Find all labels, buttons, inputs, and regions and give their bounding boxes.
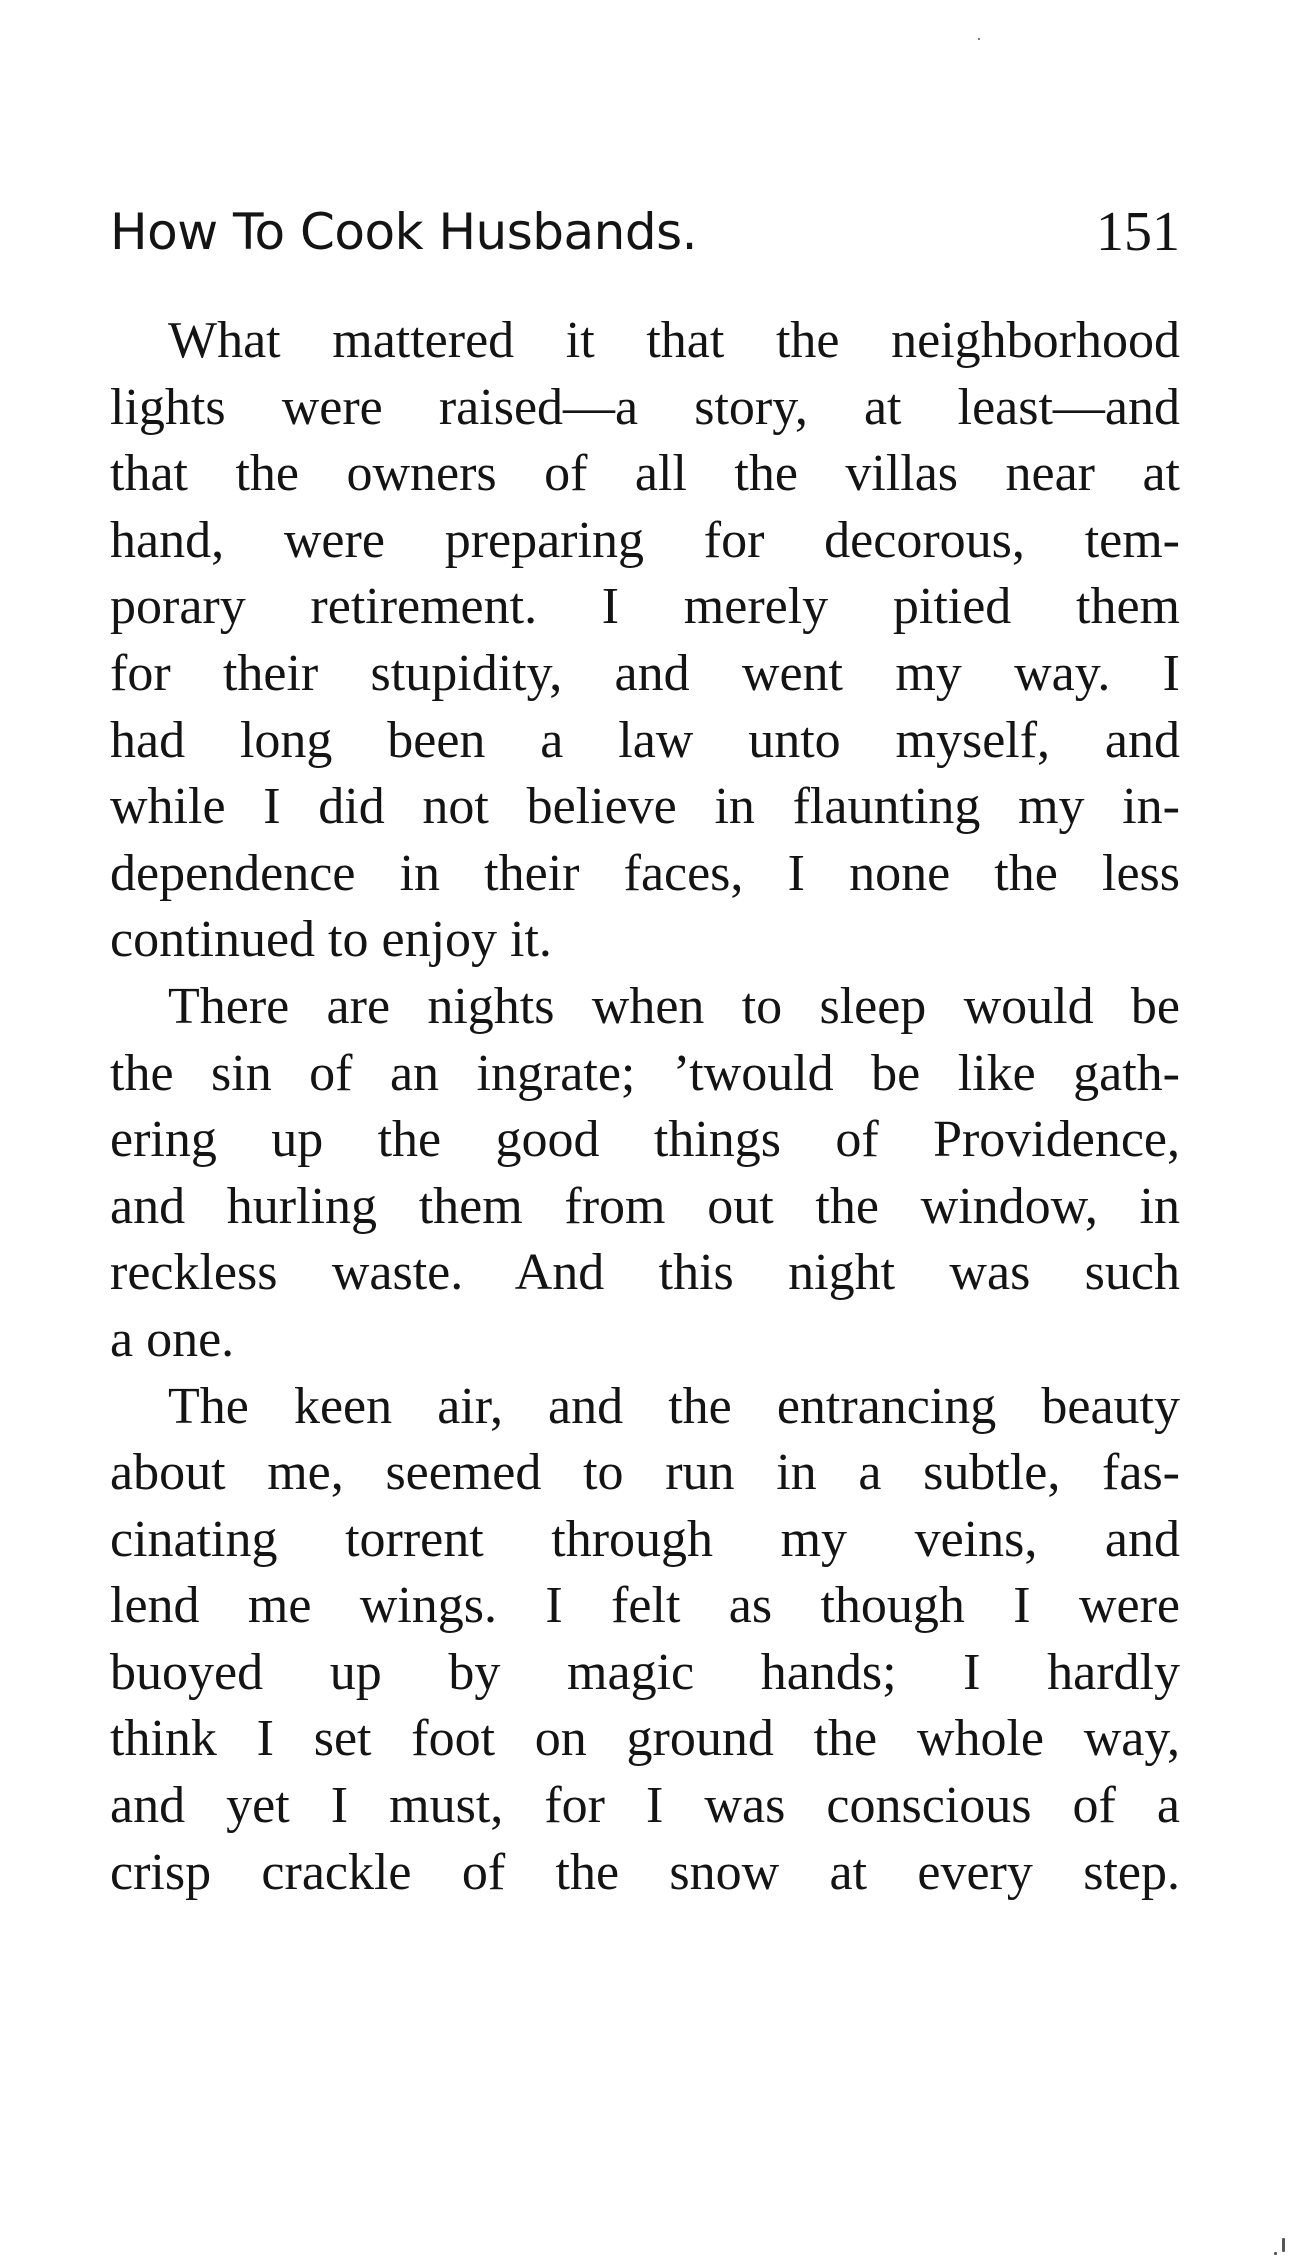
text-line: lights were raised—a story, at least—and [110,378,1180,436]
text-line: and yet I must, for I was conscious of a [110,1777,1180,1835]
text-line: The keen air, and the entrancing beauty [168,1377,1180,1435]
text-line: cinating torrent through my veins, and [110,1510,1180,1568]
paragraph-2 [110,974,1180,1374]
text-line: reckless waste. And this night was such [110,1244,1180,1302]
text-line: and hurling them from out the window, in [110,1177,1180,1235]
text-line: crisp crackle of the snow at every step. [110,1843,1180,1901]
text-line: a one. [110,1310,235,1368]
text-line: dependence in their faces, I none the less [110,844,1180,902]
text-line: continued to enjoy it. [110,911,552,969]
text-line: while I did not believe in flaunting my in- [110,778,1180,836]
text-line: that the owners of all the villas near at [110,445,1180,503]
text-line: hand, were preparing for decorous, tem- [110,511,1180,569]
scan-speck [978,38,980,40]
text-line: about me, seemed to run in a subtle, fas- [110,1444,1180,1502]
scan-speck [1282,2238,1285,2252]
text-line: lend me wings. I felt as though I were [110,1577,1180,1635]
text-line: ering up the good things of Providence, [110,1111,1180,1169]
page-number: 151 [1096,201,1180,263]
text-line: What mattered it that the neighborhood [168,312,1180,369]
body-text [110,308,1180,1906]
text-line: had long been a law unto myself, and [110,711,1180,769]
text-line: for their stupidity, and went my way. I [110,644,1180,702]
paragraph-3 [110,1374,1180,1907]
text-line: buoyed up by magic hands; I hardly [110,1643,1180,1701]
paragraph-1 [110,308,1180,974]
text-line: the sin of an ingrate; ’twould be like gath- [110,1044,1180,1102]
text-line: There are nights when to sleep would be [168,977,1180,1035]
scan-speck [1274,2252,1277,2255]
text-line: porary retirement. I merely pitied them [110,578,1180,636]
book-title: How To Cook Husbands. [110,203,698,261]
running-head [110,200,1180,270]
text-line: think I set foot on ground the whole way, [110,1710,1180,1768]
